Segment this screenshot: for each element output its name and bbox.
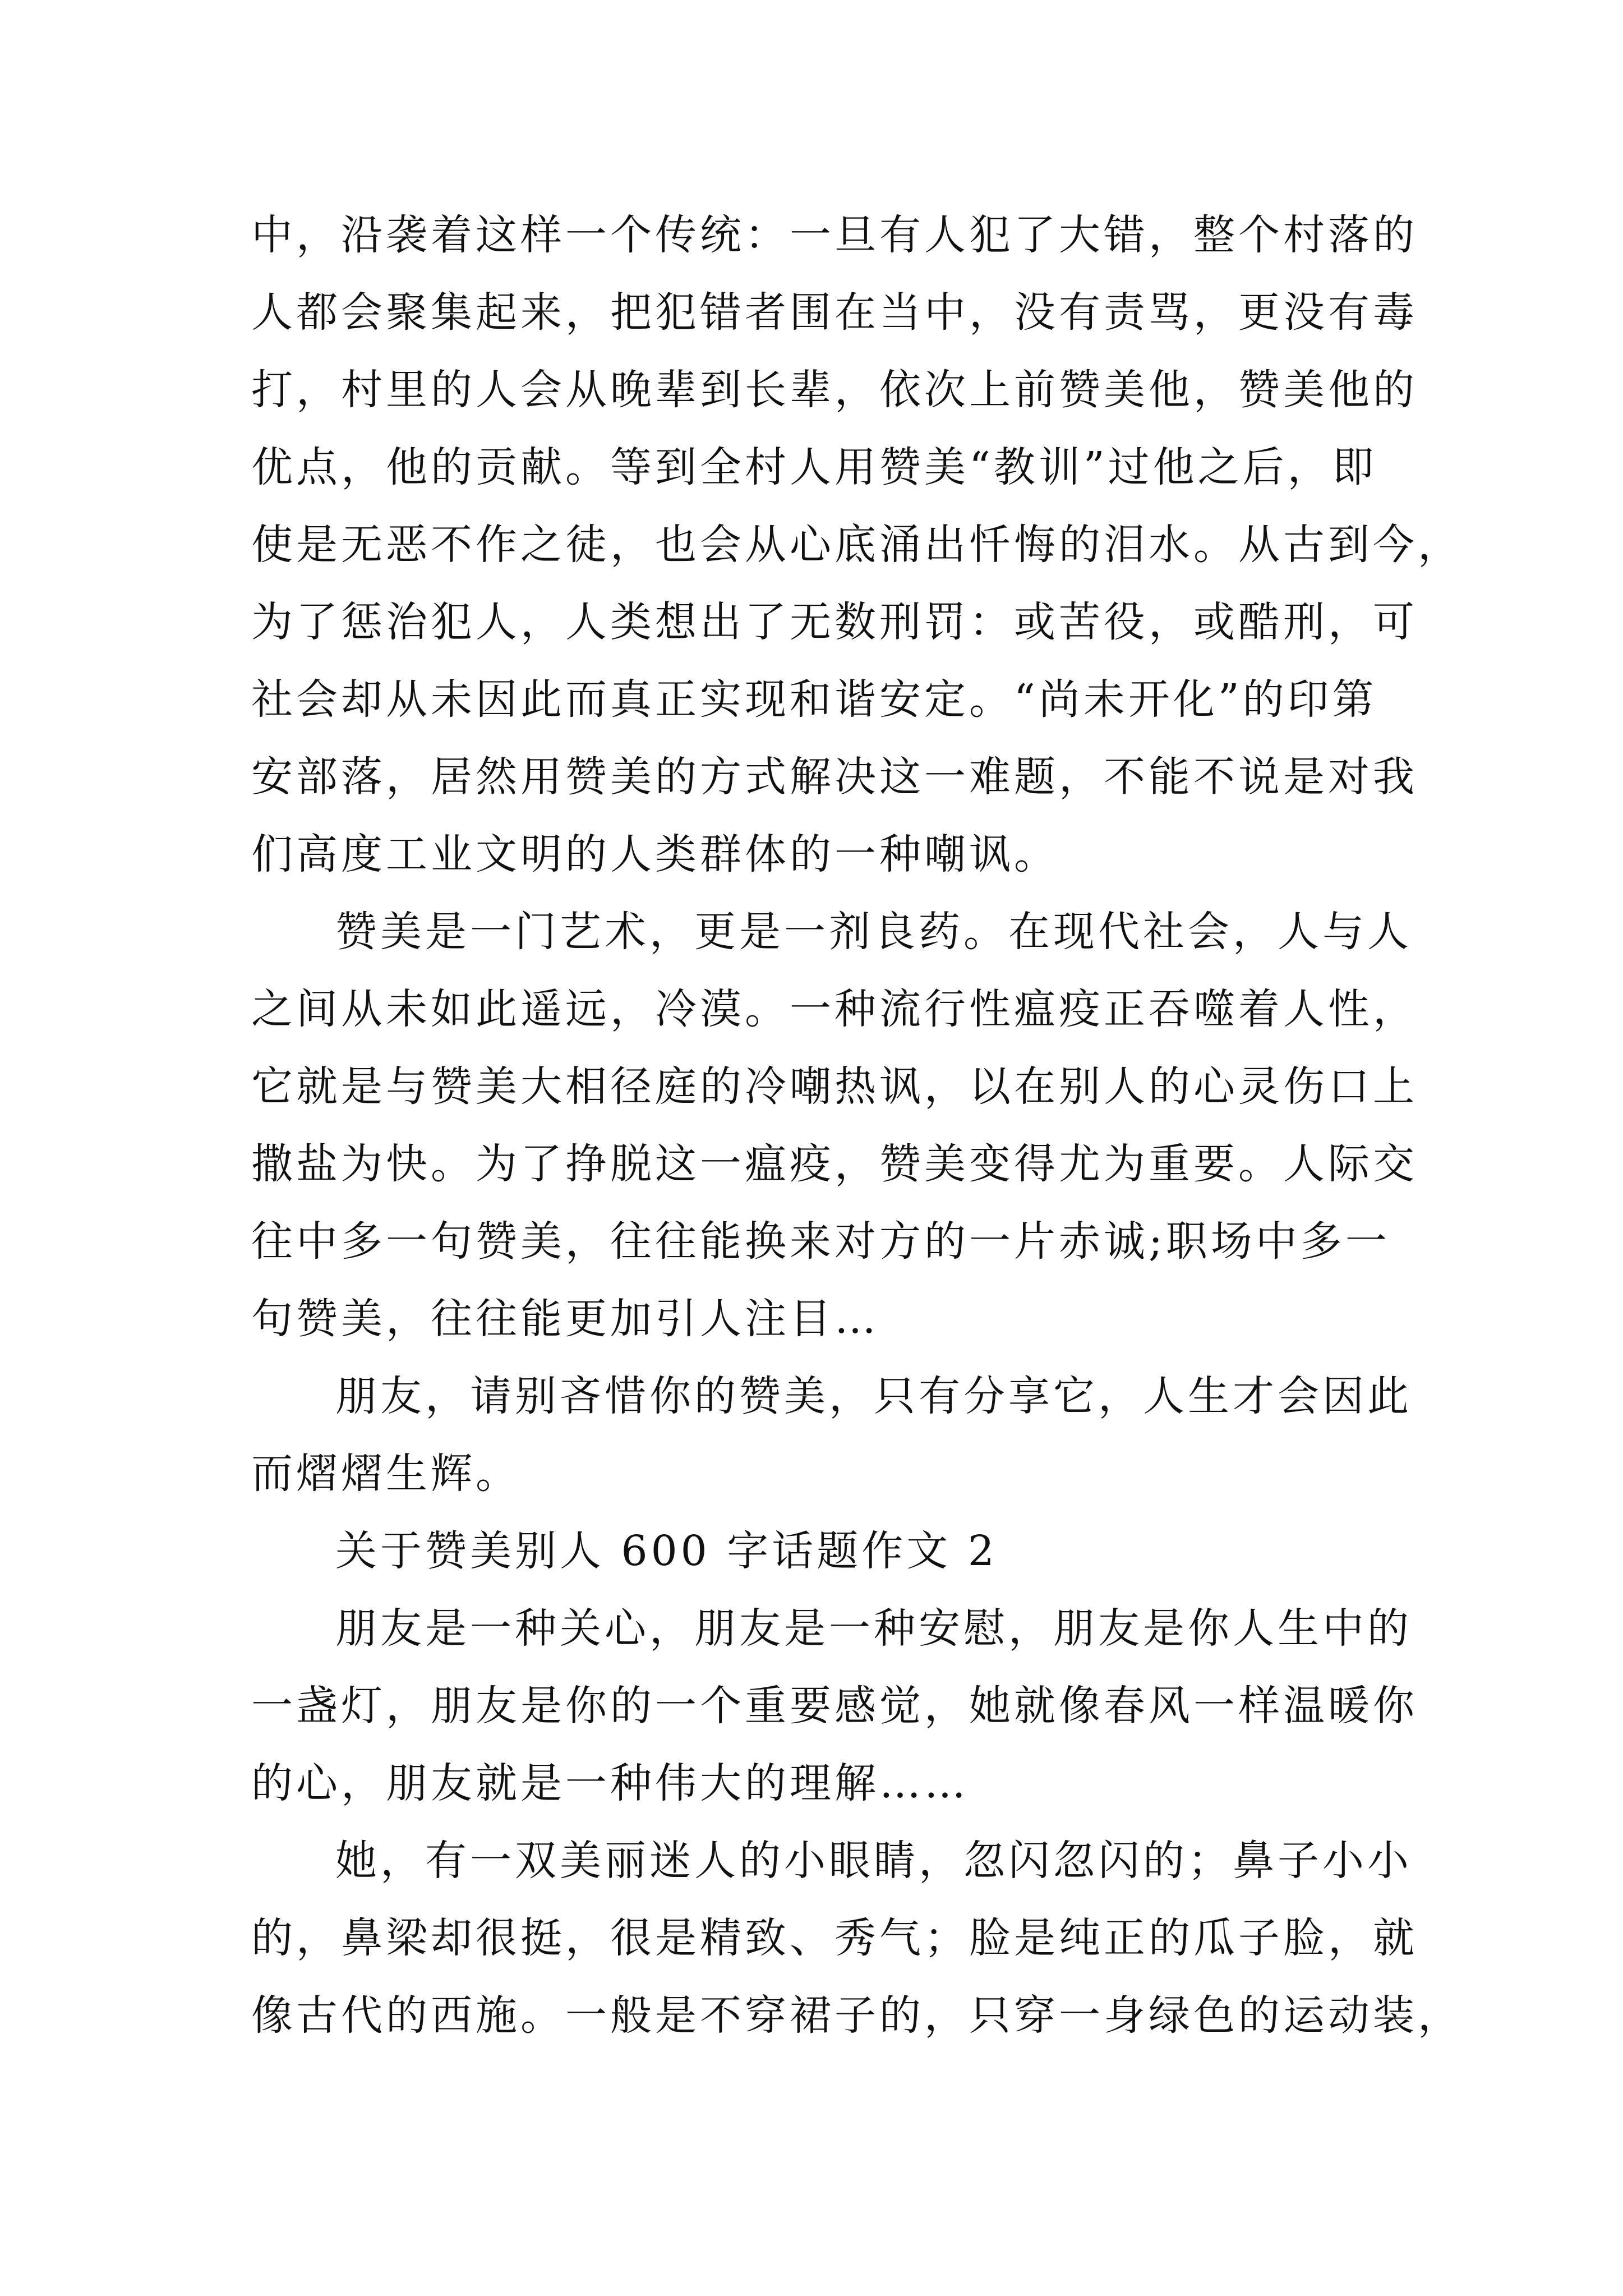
text-line: 句赞美，往往能更加引人注目… [251, 1295, 879, 1343]
text-line: 为了惩治犯人，人类想出了无数刑罚：或苦役，或酷刑，可 [251, 598, 1418, 646]
text-line: 之间从未如此遥远，冷漠。一种流行性瘟疫正吞噬着人性， [251, 985, 1418, 1033]
text-line: 打，村里的人会从晚辈到长辈，依次上前赞美他，赞美他的 [251, 366, 1418, 414]
text-line: 安部落，居然用赞美的方式解决这一难题，不能不说是对我 [251, 753, 1418, 801]
text-line: 它就是与赞美大相径庭的冷嘲热讽，以在别人的心灵伤口上 [251, 1062, 1418, 1111]
paragraph-start-line: 她，有一双美丽迷人的小眼睛，忽闪忽闪的；鼻子小小 [335, 1837, 1412, 1885]
text-line: 的，鼻梁却很挺，很是精致、秀气；脸是纯正的瓜子脸，就 [251, 1914, 1418, 1962]
section-heading: 关于赞美别人 600 字话题作文 2 [335, 1527, 998, 1575]
text-line: 而熠熠生辉。 [251, 1450, 520, 1498]
text-line: 中，沿袭着这样一个传统：一旦有人犯了大错，整个村落的 [251, 211, 1418, 259]
paragraph-start-line: 朋友，请别吝惜你的赞美，只有分享它，人生才会因此 [335, 1372, 1412, 1420]
text-line: 的心，朋友就是一种伟大的理解…… [251, 1759, 969, 1807]
text-line: 社会却从未因此而真正实现和谐安定。“尚未开化”的印第 [251, 675, 1377, 724]
text-line: 们高度工业文明的人类群体的一种嘲讽。 [251, 830, 1059, 878]
text-line: 一盏灯，朋友是你的一个重要感觉，她就像春风一样温暖你 [251, 1682, 1418, 1730]
essay-text [251, 196, 1463, 2054]
text-line: 往中多一句赞美，往往能换来对方的一片赤诚;职场中多一 [251, 1217, 1390, 1266]
text-line: 人都会聚集起来，把犯错者围在当中，没有责骂，更没有毒 [251, 288, 1418, 337]
paragraph-start-line: 赞美是一门艺术，更是一剂良药。在现代社会，人与人 [335, 908, 1412, 956]
text-line: 使是无恶不作之徒，也会从心底涌出忏悔的泪水。从古到今， [251, 521, 1463, 569]
text-line: 撒盐为快。为了挣脱这一瘟疫，赞美变得尤为重要。人际交 [251, 1140, 1418, 1188]
text-line: 优点，他的贡献。等到全村人用赞美“教训”过他之后，即 [251, 443, 1377, 491]
paragraph-start-line: 朋友是一种关心，朋友是一种安慰，朋友是你人生中的 [335, 1604, 1412, 1653]
text-line: 像古代的西施。一般是不穿裙子的，只穿一身绿色的运动装， [251, 1991, 1463, 2040]
